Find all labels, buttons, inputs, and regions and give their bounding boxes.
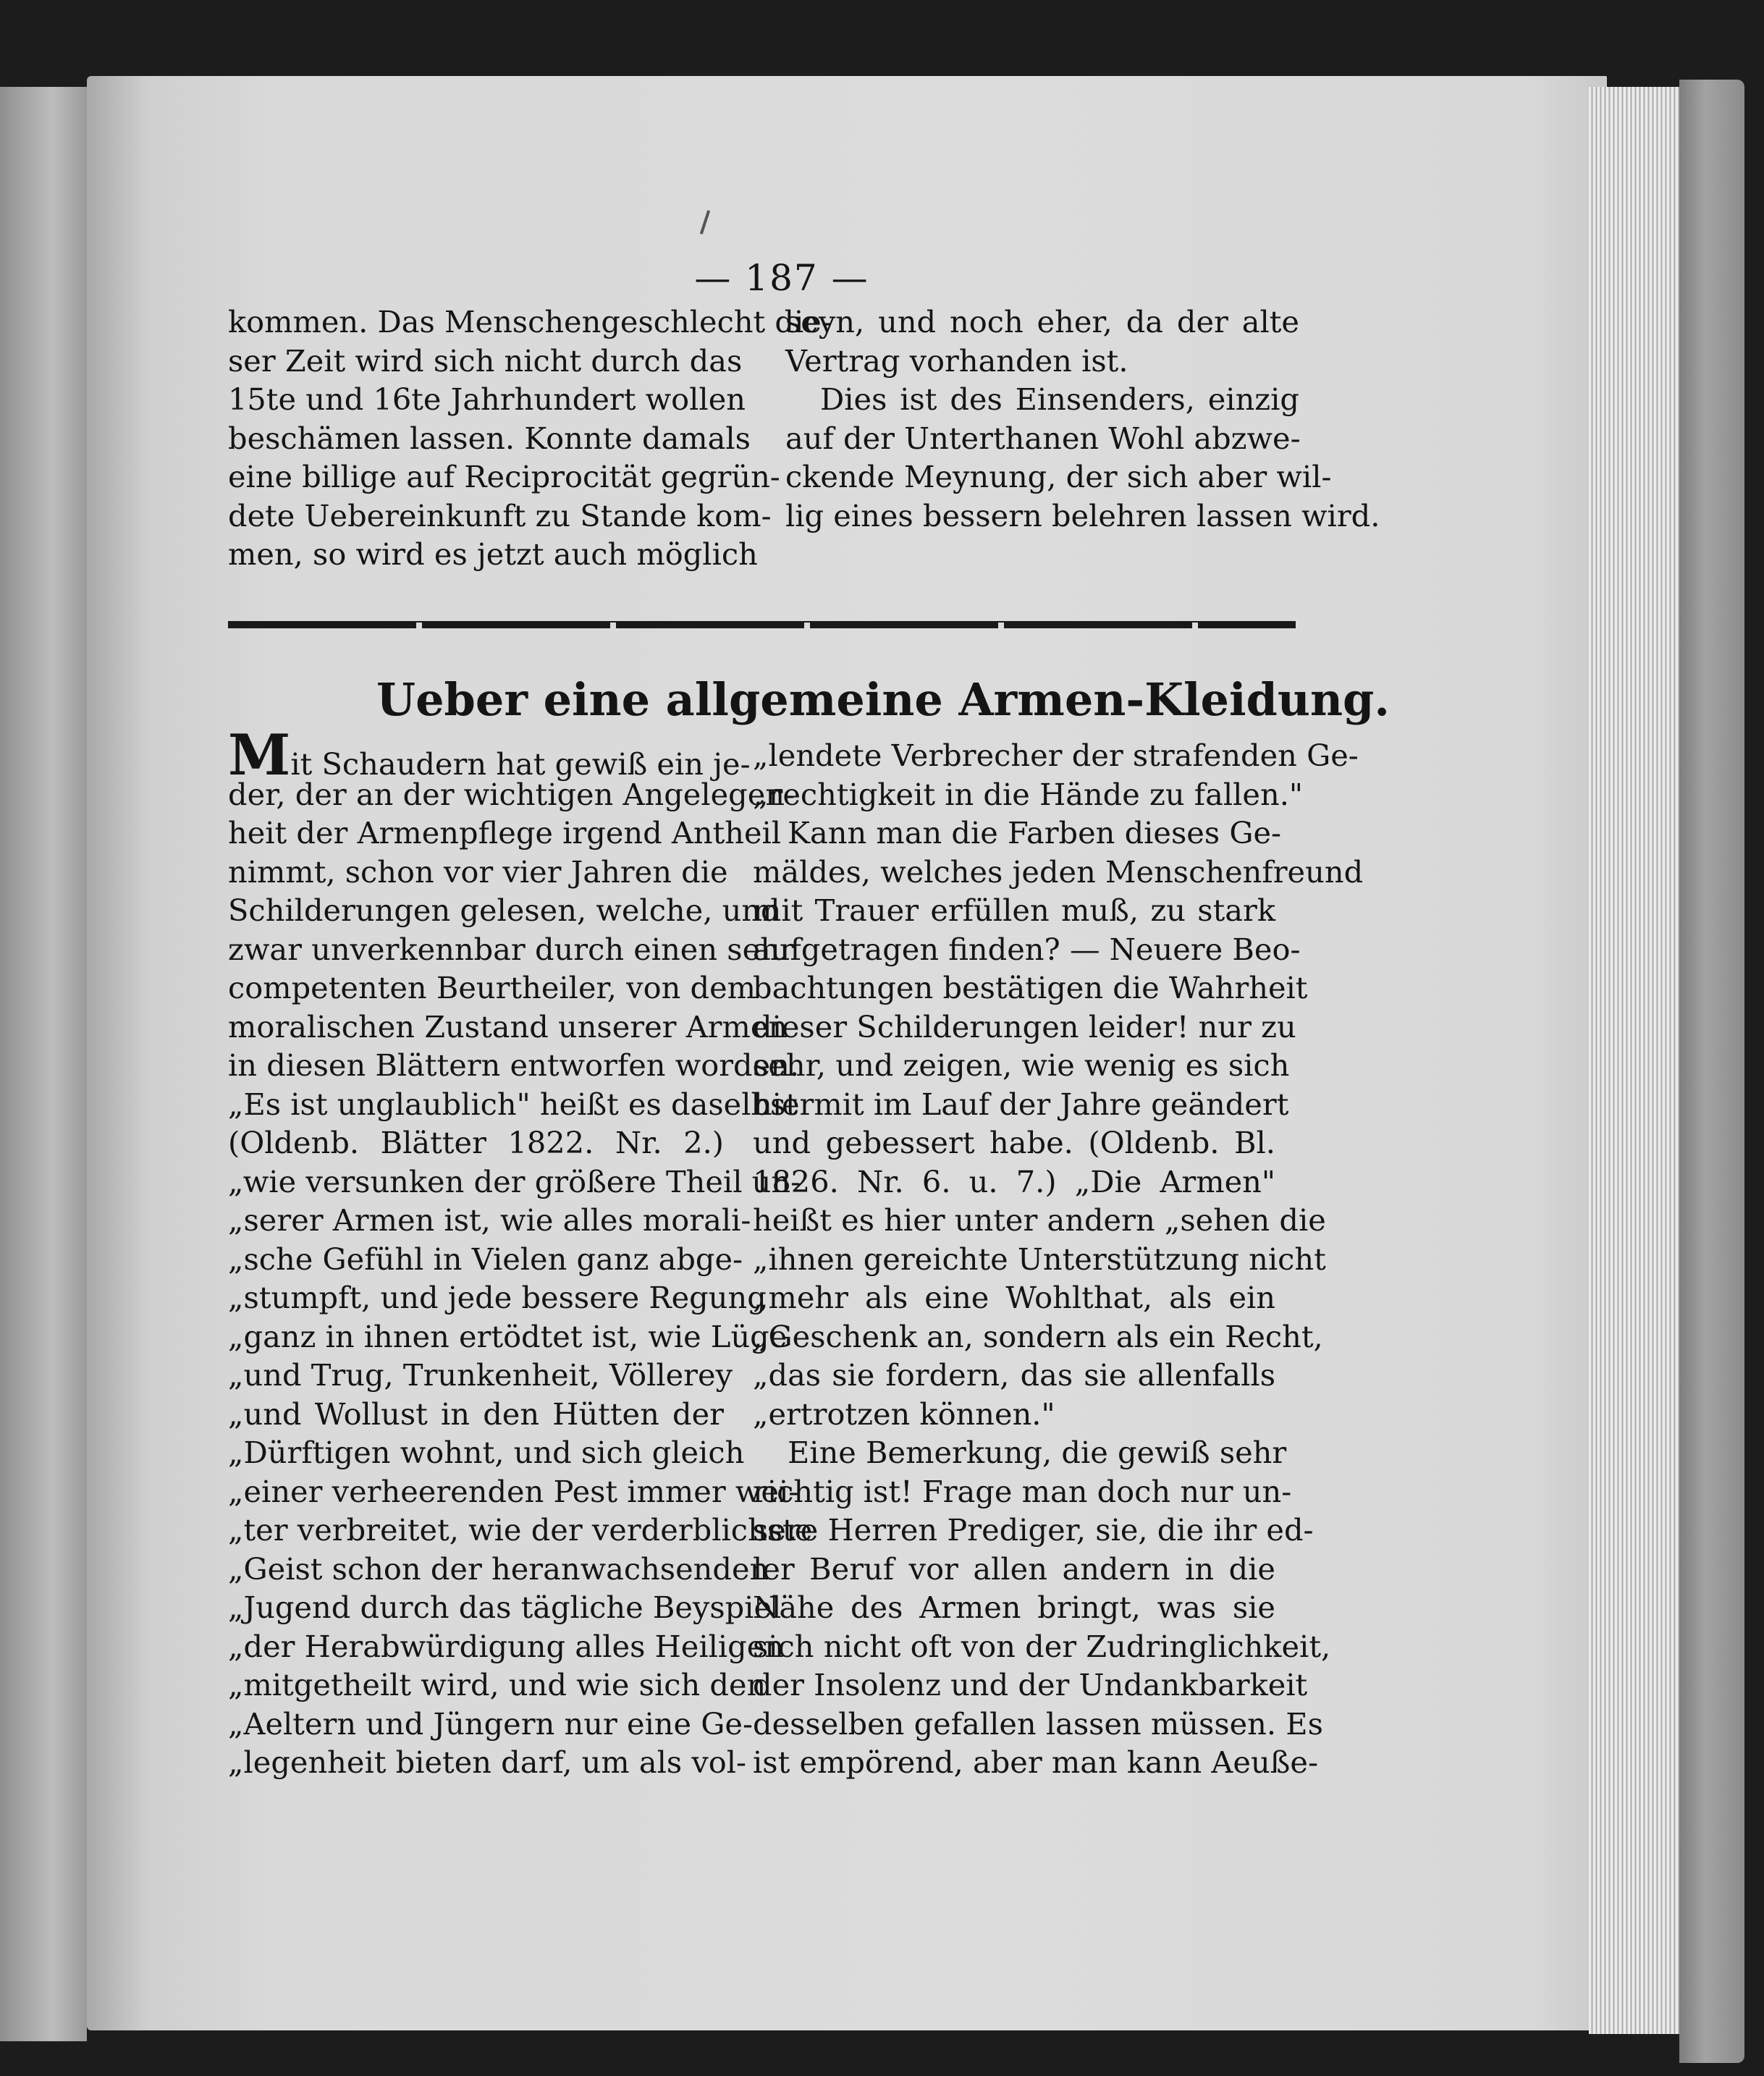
text-line: „ertrotzen können." bbox=[753, 1396, 1055, 1432]
text-line: lig eines bessern belehren lassen wird. bbox=[785, 497, 1380, 533]
text-line: Eine Bemerkung, die gewiß sehr bbox=[788, 1435, 1287, 1470]
text-line: kommen. Das Menschengeschlecht die- bbox=[228, 304, 832, 339]
text-line: mäldes, welches jeden Menschenfreund bbox=[753, 853, 1364, 890]
text-line: „stumpft, und jede bessere Regung bbox=[228, 1280, 767, 1315]
page-number: — 187 — bbox=[694, 257, 869, 299]
text-line: „Jugend durch das tägliche Beyspiel bbox=[228, 1590, 782, 1625]
text-line: 1826. Nr. 6. u. 7.) „Die Armen" bbox=[753, 1163, 1275, 1199]
text-line: hiermit im Lauf der Jahre geändert bbox=[753, 1086, 1289, 1122]
text-line: der, der an der wichtigen Angelegen- bbox=[228, 776, 796, 812]
text-line: „lendete Verbrecher der strafenden Ge- bbox=[753, 738, 1359, 773]
text-line: „der Herabwürdigung alles Heiligen bbox=[228, 1628, 785, 1664]
bottom-left-column bbox=[228, 722, 813, 1782]
text-line: sere Herren Prediger, sie, die ihr ed- bbox=[753, 1512, 1314, 1548]
text-line: eine billige auf Reciprocität gegrün- bbox=[228, 459, 780, 494]
text-line: (Oldenb. Blätter 1822. Nr. 2.) bbox=[228, 1125, 724, 1160]
text-line: „mehr als eine Wohlthat, als ein bbox=[753, 1280, 1275, 1315]
text-line: 15te und 16te Jahrhundert wollen bbox=[228, 381, 746, 417]
text-line: „mitgetheilt wird, und wie sich den bbox=[228, 1667, 767, 1702]
top-left-column bbox=[228, 303, 832, 574]
bottom-right-column bbox=[753, 736, 1364, 1782]
text-line: „und Wollust in den Hütten der bbox=[228, 1396, 724, 1432]
text-line: nimmt, schon vor vier Jahren die bbox=[228, 853, 728, 890]
top-right-column bbox=[785, 303, 1380, 535]
text-line: „Es ist unglaublich" heißt es daselbst bbox=[228, 1086, 798, 1122]
drop-cap: M bbox=[228, 722, 291, 788]
text-line: heit der Armenpflege irgend Antheil bbox=[228, 815, 782, 851]
text-line: „einer verheerenden Pest immer wei- bbox=[228, 1473, 799, 1509]
left-page-edge bbox=[0, 87, 87, 2041]
text-line: „ihnen gereichte Unterstützung nicht bbox=[753, 1241, 1326, 1277]
text-line: dieser Schilderungen leider! nur zu bbox=[753, 1008, 1296, 1045]
text-line: competenten Beurtheiler, von dem bbox=[228, 970, 756, 1005]
text-line: zwar unverkennbar durch einen sehr bbox=[228, 931, 794, 967]
text-line: „rechtigkeit in die Hände zu fallen." bbox=[753, 776, 1303, 812]
text-line: dete Uebereinkunft zu Stande kom- bbox=[228, 497, 772, 533]
first-line-rest: it Schaudern hat gewiß ein je- bbox=[290, 746, 751, 782]
text-line: „Geist schon der heranwachsenden bbox=[228, 1550, 769, 1587]
text-line: „das sie fordern, das sie allenfalls bbox=[753, 1357, 1275, 1393]
text-line-first bbox=[228, 722, 751, 788]
text-line: heißt es hier unter andern „sehen die bbox=[753, 1202, 1326, 1238]
text-line: in diesen Blättern entworfen worden. bbox=[228, 1047, 800, 1083]
text-line: beschämen lassen. Konnte damals bbox=[228, 420, 751, 456]
text-line: sehr, und zeigen, wie wenig es sich bbox=[753, 1047, 1290, 1083]
text-line: bachtungen bestätigen die Wahrheit bbox=[753, 970, 1308, 1005]
text-line: mit Trauer erfüllen muß, zu stark bbox=[753, 893, 1275, 928]
text-line: „sche Gefühl in Vielen ganz abge- bbox=[228, 1241, 743, 1277]
text-line: seyn, und noch eher, da der alte bbox=[785, 304, 1299, 339]
text-line: men, so wird es jetzt auch möglich bbox=[228, 536, 758, 572]
text-line: ler Beruf vor allen andern in die bbox=[753, 1550, 1275, 1587]
text-line: moralischen Zustand unserer Armen bbox=[228, 1008, 788, 1045]
book-cover-edge bbox=[1679, 80, 1744, 2063]
text-line: „Dürftigen wohnt, und sich gleich bbox=[228, 1435, 745, 1470]
text-line: ser Zeit wird sich nicht durch das bbox=[228, 342, 743, 379]
text-line: Vertrag vorhanden ist. bbox=[785, 342, 1128, 379]
text-line: „ganz in ihnen ertödtet ist, wie Lüge bbox=[228, 1318, 788, 1354]
text-line: Dies ist des Einsenders, einzig bbox=[820, 381, 1299, 417]
section-divider-rule bbox=[228, 621, 1296, 628]
section-title: Ueber eine allgemeine Armen-Kleidung. bbox=[376, 673, 1390, 726]
text-line: und gebessert habe. (Oldenb. Bl. bbox=[753, 1125, 1275, 1160]
text-line: Nähe des Armen bringt, was sie bbox=[753, 1590, 1275, 1625]
text-line: ist empörend, aber man kann Aeuße- bbox=[753, 1744, 1318, 1780]
text-line: auf der Unterthanen Wohl abzwe- bbox=[785, 420, 1301, 456]
text-line: der Insolenz und der Undankbarkeit bbox=[753, 1667, 1308, 1702]
text-line: „ter verbreitet, wie der verderblichste bbox=[228, 1512, 813, 1548]
text-line: Kann man die Farben dieses Ge- bbox=[788, 815, 1282, 851]
text-line: „wie versunken der größere Theil un- bbox=[228, 1163, 801, 1199]
text-line: aufgetragen finden? — Neuere Beo- bbox=[753, 931, 1301, 967]
text-line: Schilderungen gelesen, welche, und bbox=[228, 893, 780, 928]
text-line: „und Trug, Trunkenheit, Völlerey bbox=[228, 1357, 733, 1393]
text-line: desselben gefallen lassen müssen. Es bbox=[753, 1705, 1323, 1742]
text-line: „Geschenk an, sondern als ein Recht, bbox=[753, 1318, 1323, 1354]
text-line: „Aeltern und Jüngern nur eine Ge- bbox=[228, 1705, 754, 1742]
text-line: ckende Meynung, der sich aber wil- bbox=[785, 459, 1332, 494]
text-line: „legenheit bieten darf, um als vol- bbox=[228, 1744, 747, 1780]
text-line: richtig ist! Frage man doch nur un- bbox=[753, 1473, 1292, 1509]
text-line: „serer Armen ist, wie alles morali- bbox=[228, 1202, 751, 1238]
text-line: sich nicht oft von der Zudringlichkeit, bbox=[753, 1628, 1331, 1664]
